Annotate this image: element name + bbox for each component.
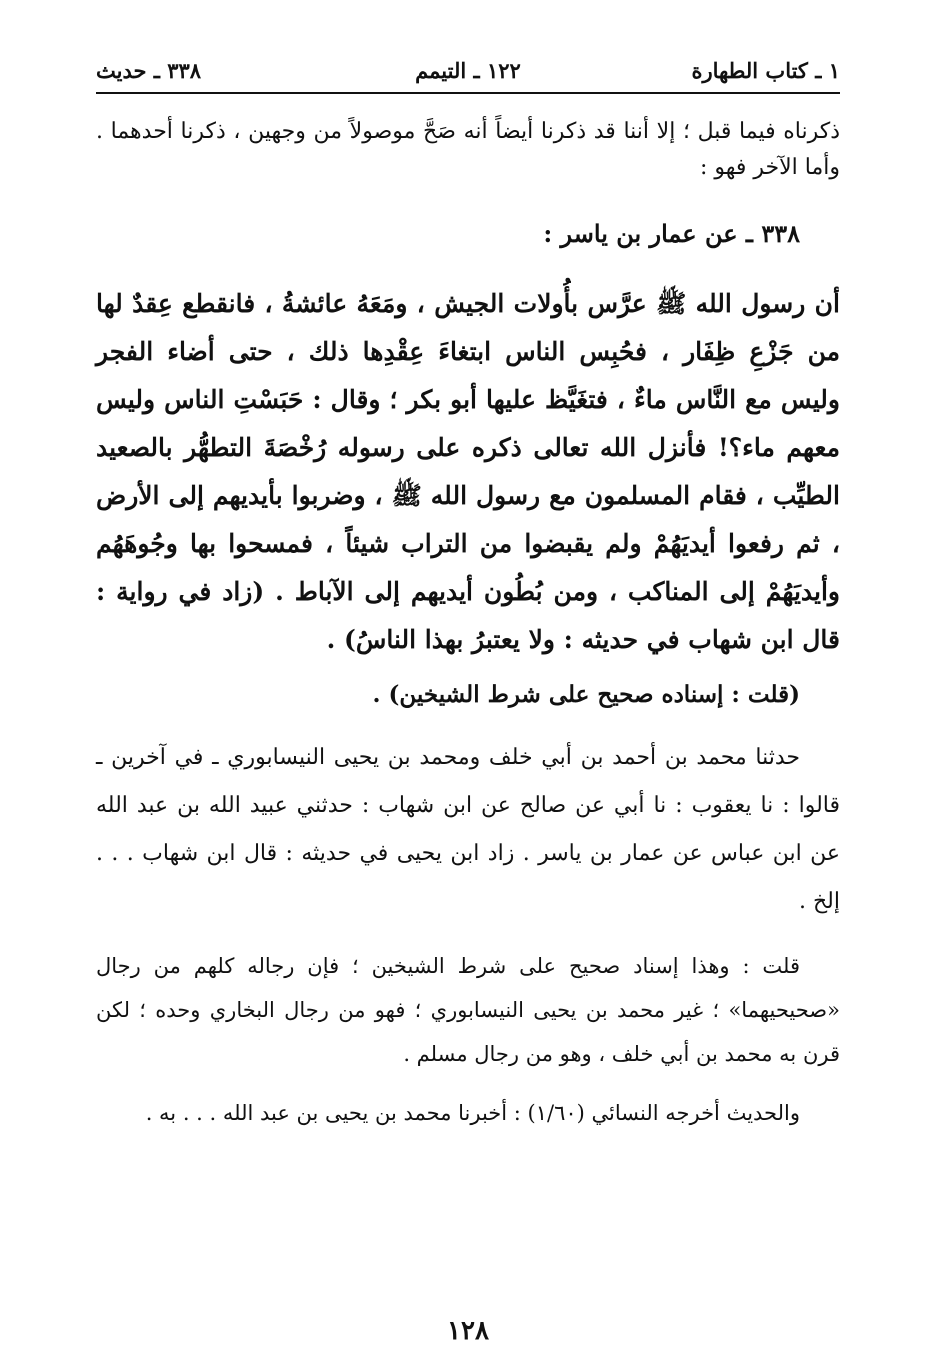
document-page — [96, 48, 840, 1348]
header-rule — [96, 92, 840, 94]
source-citation: والحديث أخرجه النسائي (١/٦٠) : أخبرنا محمد بن يحيى بن عبد الله . . . به . — [145, 1101, 800, 1125]
header-chapter-title: ١٢٢ ـ التيمم — [415, 58, 521, 83]
page-body — [96, 114, 840, 1132]
hadith-heading: ٣٣٨ ـ عن عمار بن ياسر : — [543, 219, 800, 248]
grading-note: (قلت : إسناده صحيح على شرط الشيخين) . — [372, 681, 800, 708]
hadith-text: أن رسول الله ﷺ عرَّس بأُولات الجيش ، ومَعَهُ عائشةُ ، فانقطع عِقدٌ لها من جَزْعِ ظِفَار ، فحُبِس الناس ابتغاءَ عِقْدِها ذلك ، حتى أضاء الفجر وليس مع النَّاس ماءٌ ، فتغَيَّظ عليها أبو بكر ؛ وقال : حَبَسْتِ الناس وليس معهم ماء؟! فأنزل الله تعالى ذكره على رسوله رُخْصَةَ التطهُّر بالصعيد الطيِّب ، فقام المسلمون مع رسول الله ﷺ ، وضربوا بأيديهم إلى الأرض ، ثم رفعوا أيديَهُمْ ولم يقبضوا من التراب شيئاً ، فمسحوا بها وجُوهَهُم وأيديَهُمْ إلى المناكب ، ومن بُطُون أيديهم إلى الآباط . (زاد في رواية : قال ابن شهاب في حديثه : ولا يعتبرُ بهذا الناسُ) . — [96, 289, 840, 654]
page-number: ١٢٨ — [447, 1316, 489, 1346]
header-book-title: ١ ـ كتاب الطهارة — [691, 58, 840, 83]
intro-paragraph: ذكرناه فيما قبل ؛ إلا أننا قد ذكرنا أيضاً أنه صَحَّ موصولاً من وجهين ، ذكرنا أحدهما . وأما الآخر فهو : — [96, 119, 840, 180]
chain-of-narration: حدثنا محمد بن أحمد بن أبي خلف ومحمد بن يحيى النيسابوري ـ في آخرين ـ قالوا : نا يعقوب : نا أبي عن صالح عن ابن شهاب : حدثني عبيد الله بن عبد الله عن ابن عباس عن عمار بن ياسر . زاد ابن يحيى في حديثه : قال ابن شهاب . . . إلخ . — [96, 745, 840, 914]
running-header — [96, 48, 840, 86]
header-hadith-number: ٣٣٨ ـ حديث — [96, 58, 202, 83]
commentary-paragraph: قلت : وهذا إسناد صحيح على شرط الشيخين ؛ فإن رجاله كلهم من رجال «صحيحيهما» ؛ غير محمد بن يحيى النيسابوري ؛ فهو من رجال البخاري وحده ؛ لكن قرن به محمد بن أبي خلف ، وهو من رجال مسلم . — [96, 954, 840, 1066]
